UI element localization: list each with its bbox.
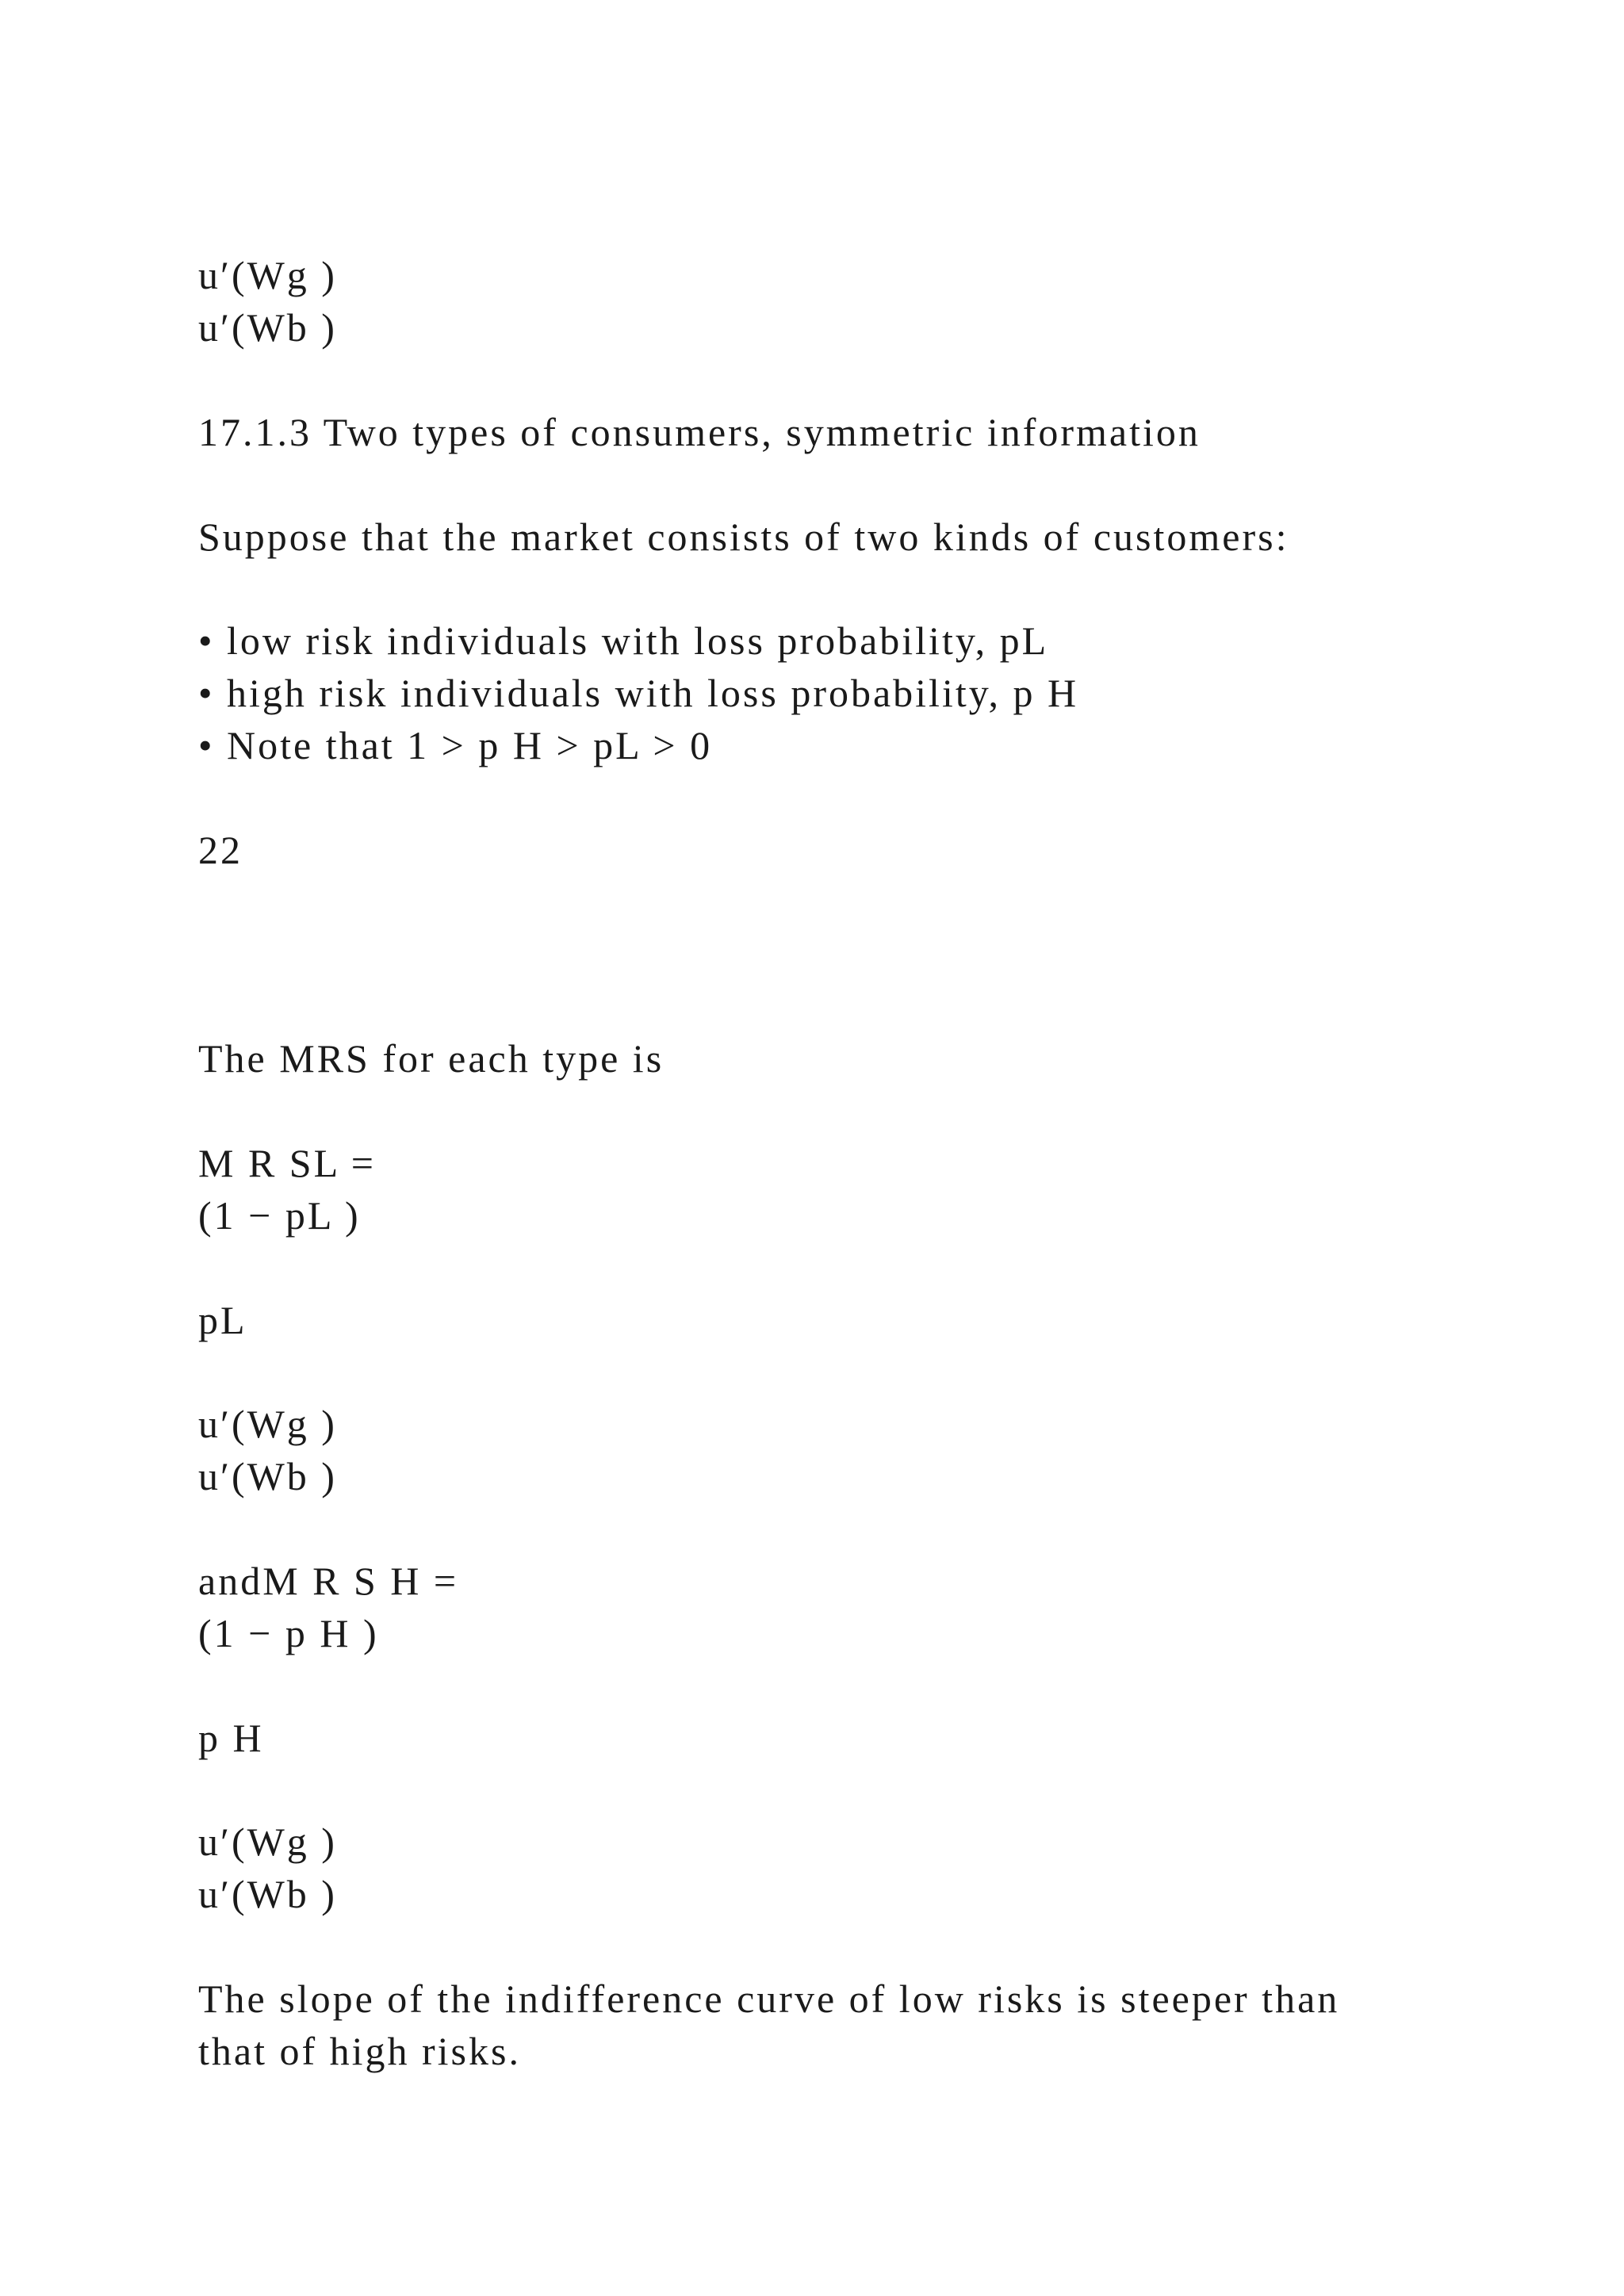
text-line: u′(Wg ) xyxy=(198,253,337,297)
equation-line: u′(Wb ) xyxy=(198,1872,337,1916)
bullet-item: • Note that 1 > p H > pL > 0 xyxy=(198,723,713,767)
text-line: that of high risks. xyxy=(198,2029,521,2073)
page-number: 22 xyxy=(198,828,243,872)
equation-line: (1 − pL ) xyxy=(198,1193,361,1238)
text-line: u′(Wb ) xyxy=(198,305,337,350)
equation-line: u′(Wb ) xyxy=(198,1454,337,1498)
text-line: The slope of the indifference curve of low risks is steeper than xyxy=(198,1976,1340,2021)
equation-line: u′(Wg ) xyxy=(198,1402,337,1446)
equation-line: pL xyxy=(198,1298,247,1342)
equation-line: p H xyxy=(198,1716,264,1760)
bullet-item: • low risk individuals with loss probability, pL xyxy=(198,618,1049,663)
equation-line: u′(Wg ) xyxy=(198,1820,337,1864)
equation-line: andM R S H = xyxy=(198,1559,459,1603)
equation-line: (1 − p H ) xyxy=(198,1611,379,1655)
section-heading: 17.1.3 Two types of consumers, symmetric information xyxy=(198,410,1201,454)
text-line: The MRS for each type is xyxy=(198,1036,665,1081)
bullet-item: • high risk individuals with loss probability, p H xyxy=(198,671,1079,715)
equation-line: M R SL = xyxy=(198,1141,376,1185)
text-line: Suppose that the market consists of two kinds of customers: xyxy=(198,515,1289,559)
